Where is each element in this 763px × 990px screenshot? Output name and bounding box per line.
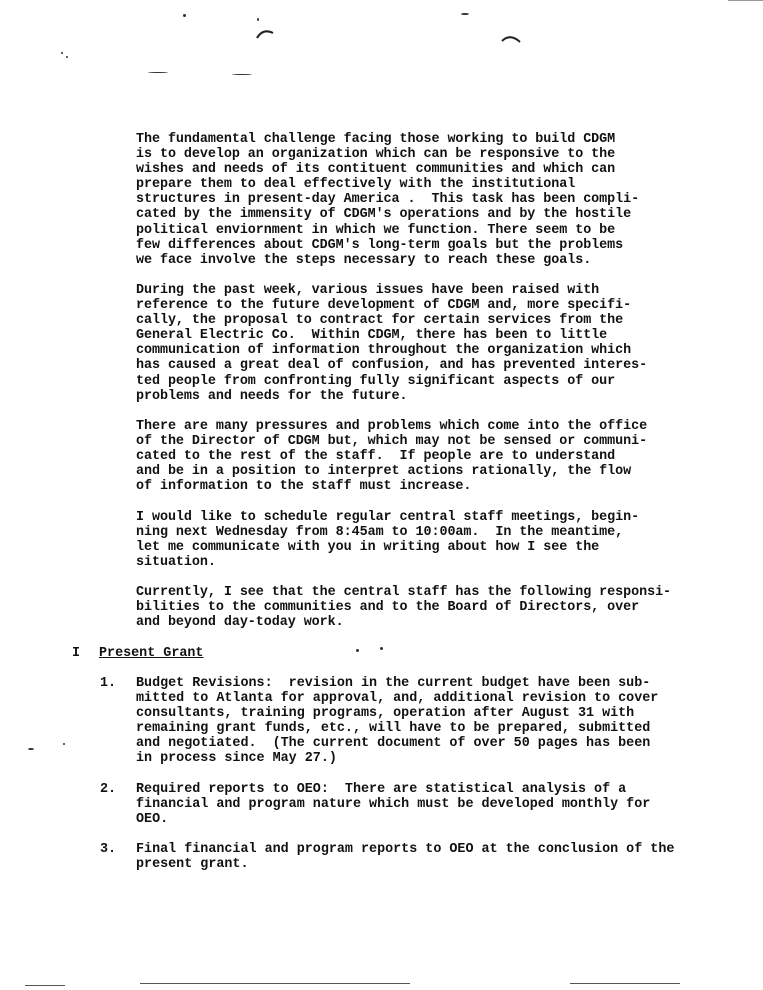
scan-speck: [63, 743, 65, 745]
scan-speck: [356, 649, 359, 652]
scan-speck: [232, 74, 252, 75]
item-number: 3.: [100, 842, 117, 857]
scan-edge-line: [140, 983, 410, 984]
scan-edge-line: [728, 0, 763, 1]
scan-speck: [61, 52, 63, 54]
paragraph-staff-meetings: I would like to schedule regular central staff meetings, begin- ning next Wednesday from 8:45am to 10:00am. In the meantime, let me communicate with you in writing about how I see the situation.: [136, 510, 640, 571]
item-number: 2.: [100, 782, 117, 797]
scan-edge-line: [25, 985, 65, 986]
scan-speck: [380, 647, 383, 650]
scan-speck: [148, 72, 168, 73]
scan-speck: [461, 13, 469, 15]
paragraph-responsibilities: Currently, I see that the central staff has the following responsi- bilities to the communities and to the Board of Directors, over and beyond day-today work.: [136, 585, 672, 631]
item-budget-revisions: Budget Revisions: revision in the current budget have been sub- mitted to Atlanta for approval, and, additional revision to cover consultants, training programs, operation after August 31 with remaining grant funds, etc., will have to be prepared, submitted and negotiated. (The current document of over 50 pages has been in process since May 27.): [136, 676, 659, 767]
scan-mark: [255, 28, 275, 40]
scan-speck: [257, 18, 259, 21]
scan-mark: [500, 33, 522, 45]
item-final-reports: Final financial and program reports to OEO at the conclusion of the present grant.: [136, 842, 675, 873]
paragraph-past-week: During the past week, various issues have been raised with reference to the future development of CDGM and, more specifi- cally, the proposal to contract for certain services from the General Electric Co. Within CDGM, there has been to little communication of information throughout the organization which has caused a great deal of confusion, and has prevented interes- ted people from confronting fully significant aspects of our problems and needs for the future.: [136, 283, 648, 404]
scan-speck: [66, 56, 68, 58]
scan-edge-line: [570, 983, 680, 984]
scan-speck: [183, 14, 186, 17]
scan-speck: [28, 748, 34, 750]
item-required-reports: Required reports to OEO: There are statistical analysis of a financial and program nature which must be developed monthly for OEO.: [136, 782, 651, 828]
item-number: 1.: [100, 676, 117, 691]
paragraph-pressures: There are many pressures and problems which come into the office of the Director of CDGM but, which may not be sensed or communi- cated to the rest of the staff. If people are to understand and be in a position to interpret actions rationally, the flow of information to the staff must increase.: [136, 419, 648, 495]
section-numeral: I: [72, 646, 81, 661]
section-title: Present Grant: [99, 646, 204, 661]
paragraph-intro: The fundamental challenge facing those working to build CDGM is to develop an organization which can be responsive to the wishes and needs of its contituent communities and which can prepare them to deal effectively with the institutional structures in present-day America . This task has been compli- cated by the immensity of CDGM's operations and by the hostile political enviornment in which we function. There seem to be few differences about CDGM's long-term goals but the problems we face involve the steps necessary to reach these goals.: [136, 132, 640, 268]
